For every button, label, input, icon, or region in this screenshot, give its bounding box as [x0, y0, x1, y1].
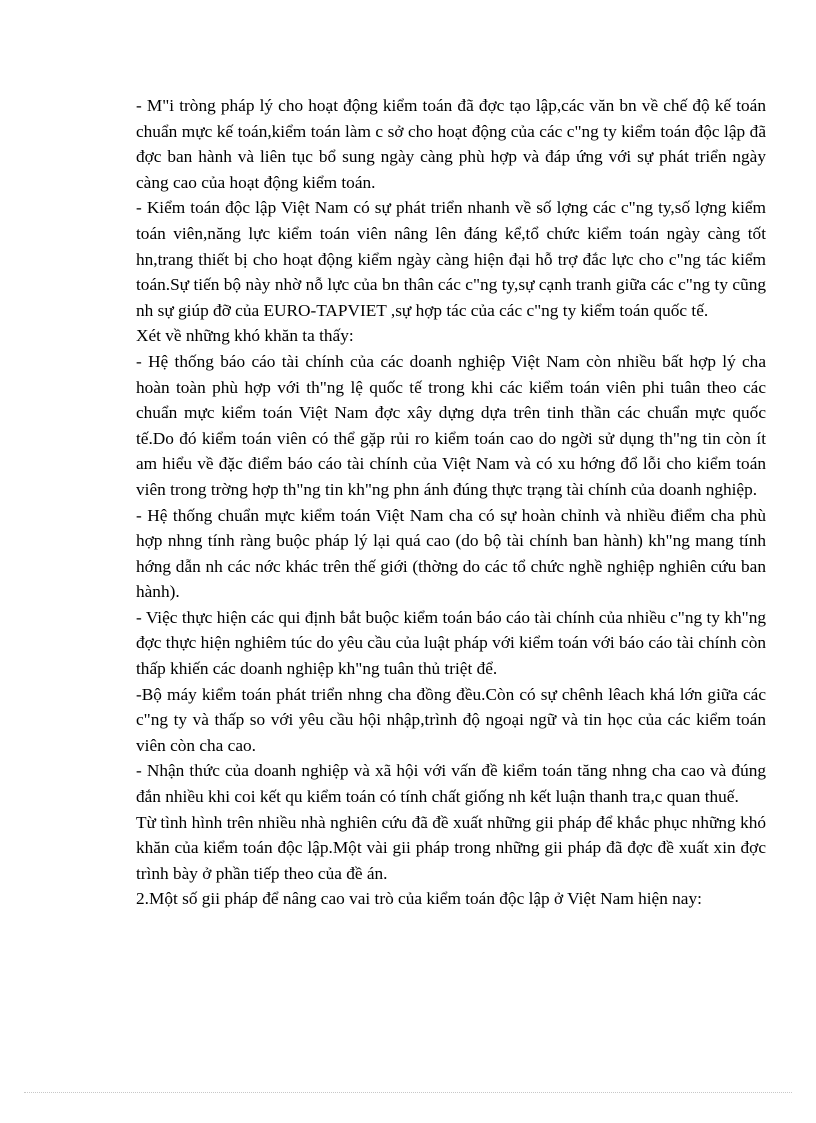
paragraph-financial-reporting: - Hệ thống báo cáo tài chính của các doanh nghiệp Việt Nam còn nhiều bất hợp lý cha hoàn toàn phù hợp với th"ng lệ quốc tế trong khi các kiểm toán viên phi tuân theo các chuẩn mực kiểm toán Việt Nam đợc xây dựng dựa trên tinh thần các chuẩn mực quốc tế.Do đó kiểm toán viên có thể gặp rủi ro kiểm toán cao do ngời sử dụng th"ng tin còn ít am hiểu về đặc điểm báo cáo tài chính của Việt Nam và có xu hớng đổ lỗi cho kiểm toán viên trong trờng hợp th"ng tin kh"ng phn ánh đúng thực trạng tài chính của doanh nghiệp.: [136, 351, 766, 499]
section-heading-solutions: 2.Một số gii pháp để nâng cao vai trò của kiểm toán độc lập ở Việt Nam hiện nay:: [136, 889, 702, 909]
footer-divider: [24, 1092, 792, 1093]
paragraph-audit-apparatus: -Bộ máy kiểm toán phát triển nhng cha đồng đều.Còn có sự chênh lêach khá lớn giữa các c"ng ty và thấp so với yêu cầu hội nhập,trình độ ngoại ngữ và tin học của các kiểm toán viên còn cha cao.: [136, 684, 766, 755]
document-body: [136, 93, 766, 912]
paragraph-audit-standards: - Hệ thống chuẩn mực kiểm toán Việt Nam cha có sự hoàn chỉnh và nhiều điểm cha phù hợp nhng tính ràng buộc pháp lý lại quá cao (do bộ tài chính ban hành) kh"ng mang tính hớng dẫn nh các nớc khác trên thế giới (thờng do các tổ chức nghề nghiệp nghiên cứu ban hành).: [136, 505, 766, 602]
paragraph-mandatory-audit: - Việc thực hiện các qui định bắt buộc kiểm toán báo cáo tài chính của nhiều c"ng ty kh"ng đợc thực hiện nghiêm túc do yêu cầu của luật pháp với kiểm toán với báo cáo tài chính còn thấp khiến các doanh nghiệp kh"ng tuân thủ triệt để.: [136, 607, 766, 679]
paragraph-solutions-intro: Từ tình hình trên nhiều nhà nghiên cứu đã đề xuất những gii pháp để khắc phục những khó khăn của kiểm toán độc lập.Một vài gii pháp trong những gii pháp đã đợc đề xuất xin đợc trình bày ở phần tiếp theo của đề án.: [136, 812, 766, 883]
paragraph-audit-development: - Kiểm toán độc lập Việt Nam có sự phát triển nhanh về số lợng các c"ng ty,số lợng kiểm toán viên,năng lực kiểm toán viên nâng lên đáng kể,tổ chức kiểm toán ngày càng tốt hn,trang thiết bị cho hoạt động kiểm ngày càng hiện đại hỗ trợ đắc lực cho c"ng tác kiểm toán.Sự tiến bộ này nhờ nỗ lực của bn thân các c"ng ty,sự cạnh tranh giữa các c"ng ty cũng nh sự giúp đỡ của EURO-TAPVIET ,sự hợp tác của các c"ng ty kiểm toán quốc tế.: [136, 198, 766, 320]
paragraph-awareness: - Nhận thức của doanh nghiệp và xã hội với vấn đề kiểm toán tăng nhng cha cao và đúng đắn nhiều khi coi kết qu kiểm toán có tính chất giống nh kết luận thanh tra,c quan thuế.: [136, 761, 766, 807]
paragraph-difficulties-intro: Xét về những khó khăn ta thấy:: [136, 326, 354, 346]
paragraph-legal-environment: - M"i tròng pháp lý cho hoạt động kiểm toán đã đợc tạo lập,các văn bn về chế độ kế toán chuẩn mực kế toán,kiểm toán làm c sở cho hoạt động của các c"ng ty kiểm toán độc lập đã đợc ban hành và liên tục bổ sung ngày càng phù hợp và đáp ứng với sự phát triển ngày càng cao của hoạt động kiểm toán.: [136, 96, 766, 192]
